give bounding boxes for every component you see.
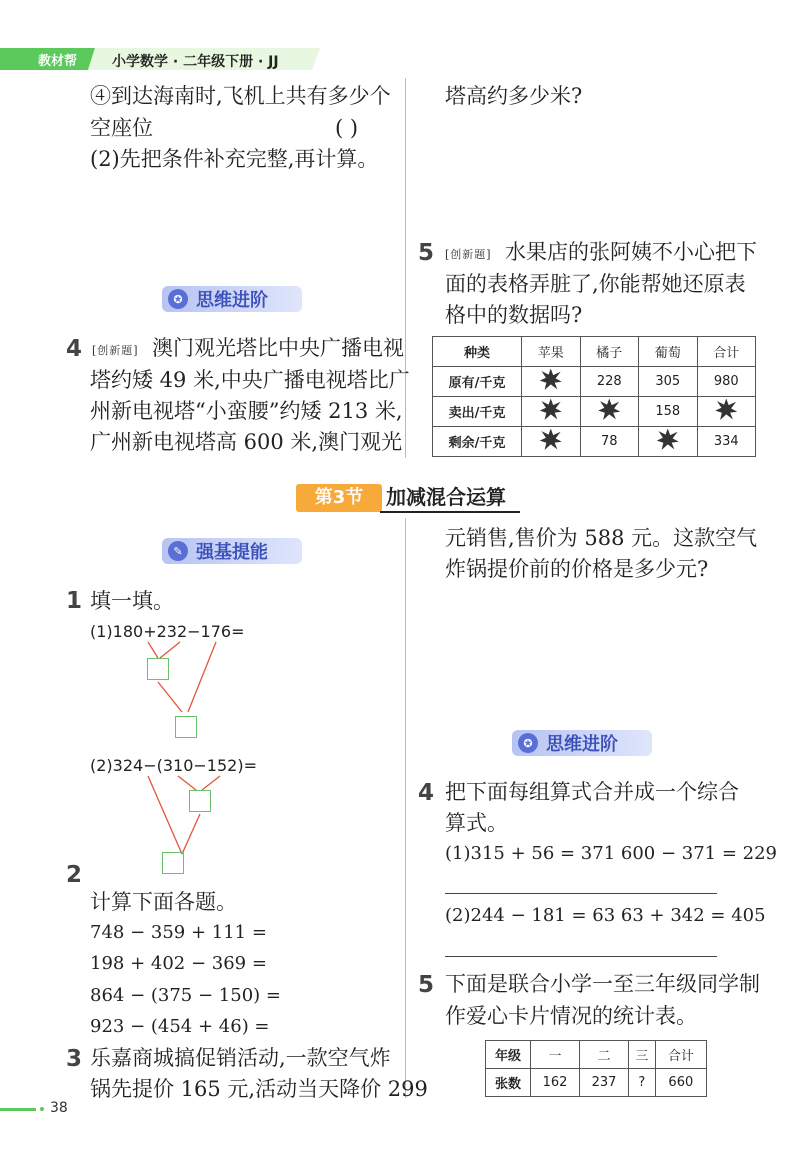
expression: 923 − (454 + 46) =	[90, 1016, 270, 1037]
badge-label: 思维进阶	[196, 290, 268, 311]
question-text: 面的表格弄脏了,你能帮她还原表	[445, 272, 746, 296]
question-text: 算式。	[445, 811, 508, 835]
question-number: 1	[66, 588, 83, 614]
section-badge	[512, 730, 652, 756]
pencil-icon: ✎	[168, 541, 188, 561]
header-title: 小学数学 · 二年级下册 · JJ	[112, 54, 279, 70]
question-text: 澳门观光塔比中央广播电视	[152, 336, 404, 360]
footer-dot	[40, 1107, 44, 1111]
fruit-table	[432, 336, 756, 457]
header-tab: 教材帮	[38, 54, 78, 69]
smudge-icon	[580, 397, 639, 427]
expression: (2)244 − 181 = 63 63 + 342 = 405	[445, 905, 766, 926]
question-text: 元销售,售价为 588 元。这款空气	[445, 526, 758, 550]
table-header: 合计	[697, 337, 756, 367]
page-number: 38	[50, 1100, 68, 1116]
badge-label: 思维进阶	[546, 734, 618, 755]
question-text: 计算下面各题。	[90, 890, 237, 914]
footer-bar	[0, 1108, 36, 1111]
question-text: 塔高约多少米?	[445, 84, 583, 108]
table-header: 二	[580, 1041, 629, 1069]
section-badge	[162, 286, 302, 312]
badge-label: 强基提能	[196, 542, 268, 563]
table-cell: 305	[639, 367, 698, 397]
answer-line[interactable]	[445, 893, 717, 894]
question-number: 4	[66, 336, 83, 362]
expression: (2)324−(310−152)=	[90, 756, 257, 775]
question-tag: [创新题]	[445, 248, 492, 261]
table-header: 葡萄	[639, 337, 698, 367]
expression: 748 − 359 + 111 =	[90, 922, 267, 943]
table-cell: 228	[580, 367, 639, 397]
table-header: 种类	[433, 337, 522, 367]
question-text: 下面是联合小学一至三年级同学制	[445, 972, 760, 996]
question-text: ④到达海南时,飞机上共有多少个	[90, 84, 391, 108]
question-text: 填一填。	[90, 589, 174, 613]
question-number: 5	[418, 972, 435, 998]
question-text: 格中的数据吗?	[445, 303, 583, 327]
table-cell: 237	[580, 1069, 629, 1097]
smudge-icon	[639, 427, 698, 457]
answer-parens: ( )	[335, 116, 359, 140]
smudge-icon	[522, 397, 581, 427]
table-header: 合计	[655, 1041, 706, 1069]
question-text: (2)先把条件补充完整,再计算。	[90, 147, 379, 171]
question-text: 塔约矮 49 米,中央广播电视塔比广	[90, 368, 410, 392]
question-number: 2	[66, 862, 83, 888]
answer-box[interactable]	[175, 716, 197, 738]
answer-line[interactable]	[445, 956, 717, 957]
question-text: 炸锅提价前的价格是多少元?	[445, 557, 709, 581]
table-cell: 158	[639, 397, 698, 427]
expression: 864 − (375 − 150) =	[90, 985, 281, 1006]
section-title: 加减混合运算	[386, 485, 506, 509]
header-bar	[0, 40, 330, 70]
question-text: 广州新电视塔高 600 米,澳门观光	[90, 430, 403, 454]
table-cell: 660	[655, 1069, 706, 1097]
column-divider	[405, 518, 406, 1098]
section-header	[290, 482, 530, 514]
answer-box[interactable]	[189, 790, 211, 812]
question-number: 5	[418, 240, 435, 266]
table-cell: 980	[697, 367, 756, 397]
question-text: 作爱心卡片情况的统计表。	[445, 1004, 697, 1028]
question-number: 3	[66, 1046, 83, 1072]
column-divider	[405, 78, 406, 458]
question-tag: [创新题]	[92, 344, 139, 357]
answer-box[interactable]	[147, 658, 169, 680]
table-cell: 剩余/千克	[433, 427, 522, 457]
medal-icon: ✪	[518, 733, 538, 753]
table-cell: ?	[629, 1069, 656, 1097]
question-text: 空座位	[90, 116, 153, 140]
medal-icon: ✪	[168, 289, 188, 309]
question-text: 乐嘉商城搞促销活动,一款空气炸	[90, 1046, 391, 1070]
question-text: 州新电视塔“小蛮腰”约矮 213 米,	[90, 399, 403, 423]
table-cell: 78	[580, 427, 639, 457]
table-header: 年级	[486, 1041, 531, 1069]
section-number: 第3节	[296, 484, 382, 512]
table-header: 一	[531, 1041, 580, 1069]
question-text: 水果店的张阿姨不小心把下	[505, 240, 757, 264]
expression: (1)315 + 56 = 371 600 − 371 = 229	[445, 843, 778, 864]
table-cell: 卖出/千克	[433, 397, 522, 427]
tree-diagram-2	[130, 774, 240, 884]
table-cell: 162	[531, 1069, 580, 1097]
expression: (1)180+232−176=	[90, 622, 245, 641]
answer-box[interactable]	[162, 852, 184, 874]
section-badge	[162, 538, 302, 564]
smudge-icon	[522, 367, 581, 397]
card-table	[485, 1040, 707, 1097]
table-header: 苹果	[522, 337, 581, 367]
smudge-icon	[697, 397, 756, 427]
smudge-icon	[522, 427, 581, 457]
table-cell: 张数	[486, 1069, 531, 1097]
table-cell: 原有/千克	[433, 367, 522, 397]
table-header: 橘子	[580, 337, 639, 367]
table-header: 三	[629, 1041, 656, 1069]
question-text: 把下面每组算式合并成一个综合	[445, 780, 739, 804]
table-cell: 334	[697, 427, 756, 457]
question-text: 锅先提价 165 元,活动当天降价 299	[90, 1077, 428, 1101]
expression: 198 + 402 − 369 =	[90, 953, 267, 974]
question-number: 4	[418, 780, 435, 806]
